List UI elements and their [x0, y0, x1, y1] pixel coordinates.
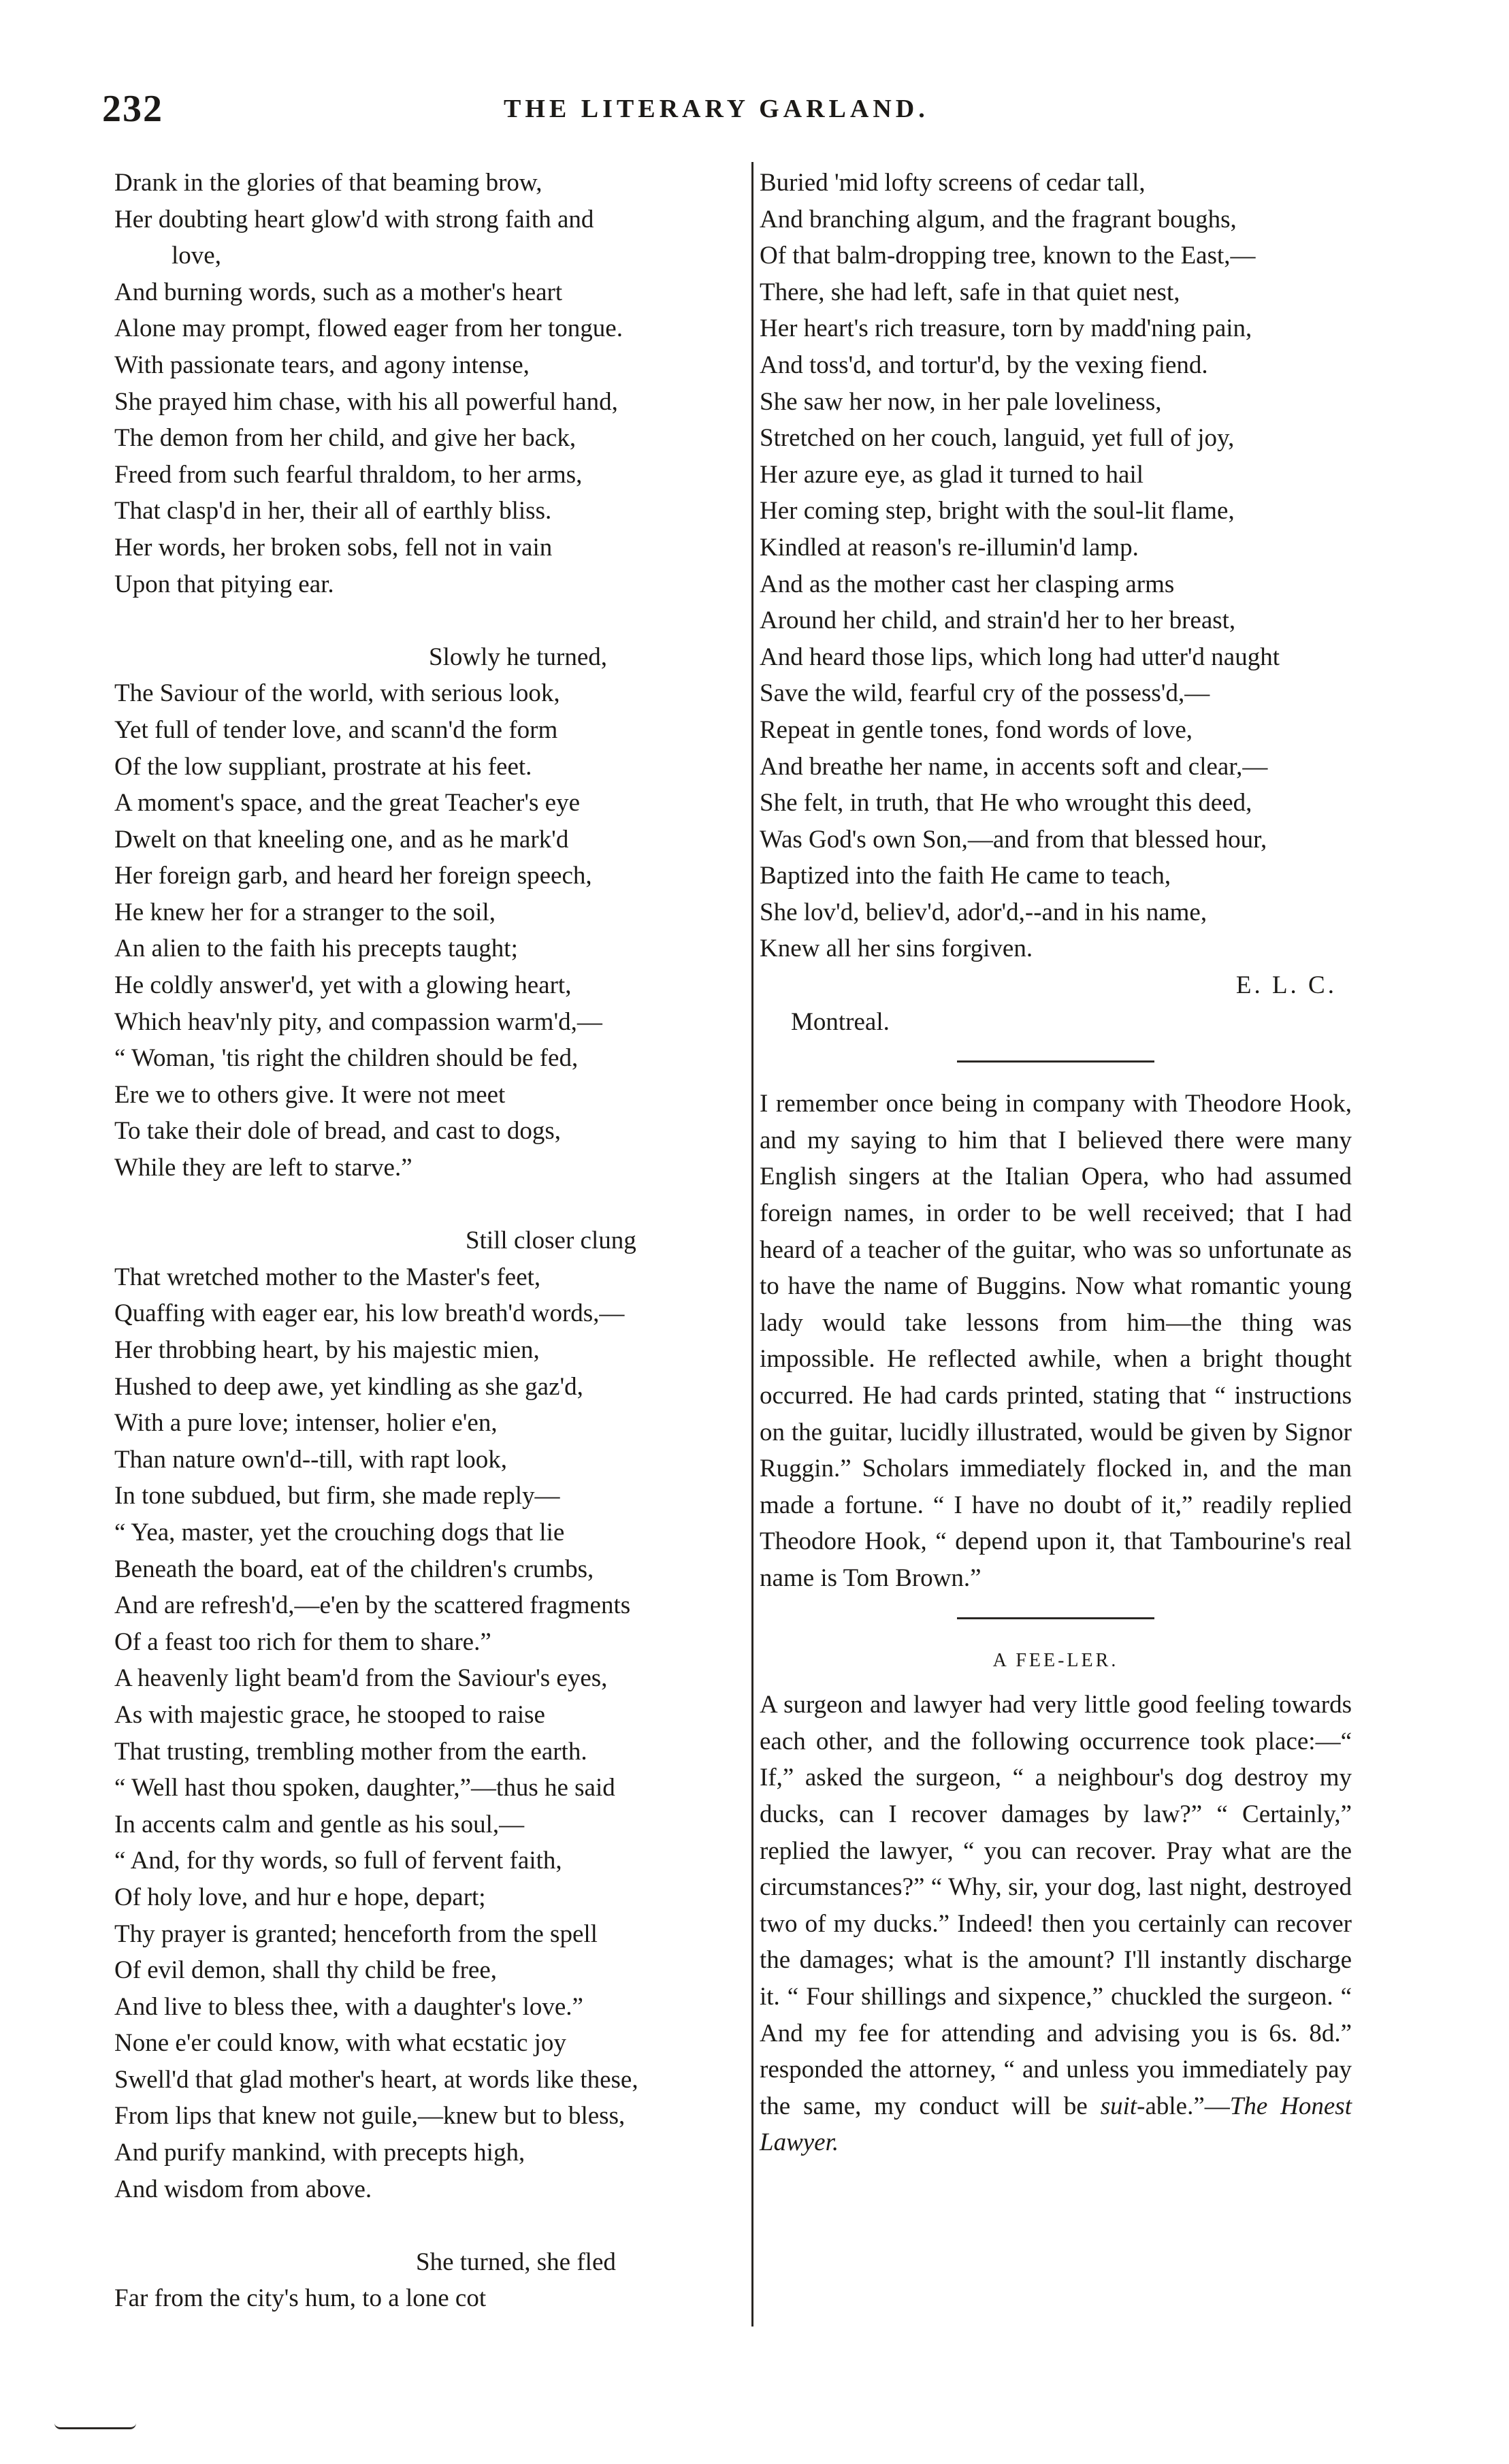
- poem-stanza-4: [114, 2244, 744, 2317]
- poem-line: Far from the city's hum, to a lone cot: [114, 2284, 487, 2313]
- poem-line: She lov'd, believ'd, ador'd,--and in his name,: [760, 898, 1207, 926]
- poem-line: To take their dole of bread, and cast to dogs,: [114, 1117, 562, 1146]
- poem-line: While they are left to starve.”: [114, 1154, 412, 1182]
- anecdote-text: A surgeon and lawyer had very little good feeling towards each other, and the following occurrence took place:—“ If,” asked the surgeon, “ a neighbour's dog destroy my ducks, can I recover damages by law?” “ Certainly,” replied the lawyer, “ you can recover. Pray what are the circumstances?” “ Why, sir, your dog, last night, destroyed two of my ducks.” Indeed! then you certainly can recover the damages; what is the amount? I'll instantly discharge it. “ Four shillings and sixpence,” chuckled the surgeon. “ And my fee for attending and advising you is 6s. 8d.” responded the attorney, “ and unless you immediately pay the same, my conduct will be: [760, 1691, 1352, 2120]
- poem-line: And purify mankind, with precepts high,: [114, 2139, 525, 2167]
- poem-line: Of the low suppliant, prostrate at his feet.: [114, 752, 532, 781]
- poem-line: She felt, in truth, that He who wrought this deed,: [760, 789, 1252, 817]
- section-heading: A FEE-LER.: [992, 1649, 1119, 1671]
- poem-line: The demon from her child, and give her back,: [114, 424, 577, 453]
- poem-line: None e'er could know, with what ecstatic joy: [114, 2029, 566, 2058]
- poem-line: Knew all her sins forgiven.: [760, 935, 1033, 963]
- poem-line: Baptized into the faith He came to teach,: [760, 862, 1171, 890]
- poem-line: Freed from such fearful thraldom, to her arms,: [114, 460, 583, 489]
- poem-line: Of holy love, and hur e hope, depart;: [114, 1883, 486, 1911]
- poem-line: Of a feast too rich for them to share.”: [114, 1627, 491, 1656]
- poem-line: In accents calm and gentle as his soul,—: [114, 1810, 525, 1838]
- stanza-gap: [114, 1186, 744, 1223]
- poem-line: Kindled at reason's re-illumin'd lamp.: [760, 533, 1139, 562]
- poem-line: Hushed to deep awe, yet kindling as she gaz'd,: [114, 1372, 583, 1401]
- poem-line: Of that balm-dropping tree, known to the East,—: [760, 242, 1256, 270]
- page-header: [102, 87, 1361, 128]
- poem-line: “ Well hast thou spoken, daughter,”—thus he said: [114, 1774, 615, 1802]
- poem-line: Her azure eye, as glad it turned to hail: [760, 460, 1144, 489]
- page-edge-mark: [54, 2423, 136, 2429]
- poem-line: And live to bless thee, with a daughter's love.”: [114, 1992, 583, 2021]
- poem-line: Beneath the board, eat of the children's crumbs,: [114, 1555, 594, 1583]
- poem-line: A heavenly light beam'd from the Saviour's eyes,: [114, 1664, 608, 1693]
- poem-line: As with majestic grace, he stooped to raise: [114, 1700, 545, 1729]
- poem-line: With a pure love; intenser, holier e'en,: [114, 1409, 498, 1438]
- fee-ler-anecdote: [760, 1687, 1352, 2161]
- page-number: 232: [102, 88, 163, 130]
- column-divider: [751, 162, 753, 2327]
- poem-line: And as the mother cast her clasping arms: [760, 570, 1175, 598]
- poem-line: He knew her for a stranger to the soil,: [114, 898, 496, 926]
- poem-line: And branching algum, and the fragrant boughs,: [760, 205, 1237, 233]
- poem-line: From lips that knew not guile,—knew but to bless,: [114, 2102, 626, 2130]
- right-column: [760, 165, 1352, 2161]
- poem-line: Her throbbing heart, by his majestic mien,: [114, 1336, 540, 1364]
- section-divider: [957, 1617, 1154, 1619]
- poem-line: Swell'd that glad mother's heart, at words like these,: [114, 2065, 638, 2094]
- poem-line: Of evil demon, shall thy child be free,: [114, 1956, 498, 1985]
- poem-line: Alone may prompt, flowed eager from her tongue.: [114, 314, 623, 343]
- poem-stanza-2: [114, 639, 744, 1186]
- source-attribution: The Honest Lawyer.: [760, 2092, 1352, 2157]
- poem-line: Still closer clung: [466, 1227, 636, 1255]
- poem-line: A moment's space, and the great Teacher's eye: [114, 789, 581, 817]
- anecdote-text-end: -able.”—: [1137, 2092, 1230, 2120]
- poem-line: And are refresh'd,—e'en by the scattered fragments: [114, 1591, 631, 1620]
- poem-line: Her heart's rich treasure, torn by madd'ning pain,: [760, 314, 1252, 343]
- poem-line: And toss'd, and tortur'd, by the vexing fiend.: [760, 351, 1208, 379]
- poem-line: “ And, for thy words, so full of fervent faith,: [114, 1847, 562, 1875]
- poem-line: With passionate tears, and agony intense,: [114, 351, 530, 379]
- poem-line: The Saviour of the world, with serious look,: [114, 679, 560, 708]
- poem-line: Was God's own Son,—and from that blessed hour,: [760, 825, 1267, 854]
- left-column: [114, 165, 744, 2317]
- poem-line: Than nature own'd--till, with rapt look,: [114, 1445, 507, 1474]
- poem-line: Her coming step, bright with the soul-lit flame,: [760, 497, 1235, 525]
- poem-line: Thy prayer is granted; henceforth from the spell: [114, 1919, 598, 1948]
- poem-line: And wisdom from above.: [114, 2175, 372, 2203]
- poem-line: Which heav'nly pity, and compassion warm'd,—: [114, 1007, 602, 1036]
- poem-line: An alien to the faith his precepts taught;: [114, 935, 518, 963]
- poem-line: She saw her now, in her pale loveliness,: [760, 387, 1162, 416]
- poem-line: She prayed him chase, with his all powerful hand,: [114, 387, 618, 416]
- stanza-gap: [114, 602, 744, 639]
- poem-line: Around her child, and strain'd her to her breast,: [760, 606, 1236, 635]
- stanza-gap: [114, 2207, 744, 2244]
- poem-stanza-1: [114, 165, 744, 602]
- poem-line: Quaffing with eager ear, his low breath'd words,—: [114, 1299, 625, 1328]
- poem-line: In tone subdued, but firm, she made reply—: [114, 1482, 560, 1510]
- poem-line: Her words, her broken sobs, fell not in vain: [114, 533, 553, 562]
- poem-line: “ Woman, 'tis right the children should be fed,: [114, 1044, 579, 1073]
- poem-line: Her foreign garb, and heard her foreign speech,: [114, 862, 592, 890]
- poem-line: He coldly answer'd, yet with a glowing heart,: [114, 971, 572, 1000]
- poem-line: Slowly he turned,: [429, 643, 608, 671]
- poem-line: Repeat in gentle tones, fond words of love,: [760, 715, 1193, 744]
- poem-line: Yet full of tender love, and scann'd the form: [114, 715, 558, 744]
- poem-line: And breathe her name, in accents soft and clear,—: [760, 752, 1268, 781]
- poem-line: Her doubting heart glow'd with strong faith and: [114, 205, 594, 233]
- poem-line: There, she had left, safe in that quiet nest,: [760, 278, 1180, 306]
- author-signature: E. L. C.: [1235, 971, 1337, 1000]
- poem-line: That wretched mother to the Master's feet,: [114, 1263, 541, 1291]
- poem-line: Ere we to others give. It were not meet: [114, 1080, 506, 1109]
- poem-line: Buried 'mid lofty screens of cedar tall,: [760, 169, 1146, 197]
- hook-anecdote: I remember once being in company with Theodore Hook, and my saying to him that I believed there were many English singers at the Italian Opera, who had assumed foreign names, in order to be well received; that I had heard of a teacher of the guitar, who was so unfortunate as to have the name of Buggins. Now what romantic young lady would take lessons from him—the thing was impossible. He reflected awhile, when a bright thought occurred. He had cards printed, stating that “ instructions on the guitar, lucidly illustrated, would be given by Signor Ruggin.” Scholars immediately flocked in, and the man made a fortune. “ I have no doubt of it,” readily replied Theodore Hook, “ depend upon it, that Tambourine's real name is Tom Brown.”: [760, 1090, 1352, 1592]
- poem-line: Dwelt on that kneeling one, and as he mark'd: [114, 825, 569, 854]
- poem-line: love,: [172, 242, 221, 270]
- poem-line: She turned, she fled: [416, 2248, 616, 2276]
- poem-line: “ Yea, master, yet the crouching dogs that lie: [114, 1518, 565, 1546]
- poem-line: Stretched on her couch, languid, yet full of joy,: [760, 424, 1235, 453]
- poem-line: That trusting, trembling mother from the earth.: [114, 1737, 587, 1766]
- poem-line: And heard those lips, which long had utter'd naught: [760, 643, 1280, 671]
- poem-continuation: [760, 165, 1352, 967]
- section-divider: [957, 1060, 1154, 1063]
- poem-stanza-3: [114, 1222, 744, 2207]
- italic-word: suit: [1100, 2092, 1137, 2120]
- poem-line: And burning words, such as a mother's heart: [114, 278, 563, 306]
- poem-line: Save the wild, fearful cry of the possess'd,—: [760, 679, 1210, 708]
- poem-line: That clasp'd in her, their all of earthly bliss.: [114, 497, 552, 525]
- poem-line: Upon that pitying ear.: [114, 570, 334, 598]
- running-title: THE LITERARY GARLAND.: [504, 95, 929, 123]
- author-place: Montreal.: [791, 1007, 890, 1036]
- poem-line: Drank in the glories of that beaming brow,: [114, 169, 542, 197]
